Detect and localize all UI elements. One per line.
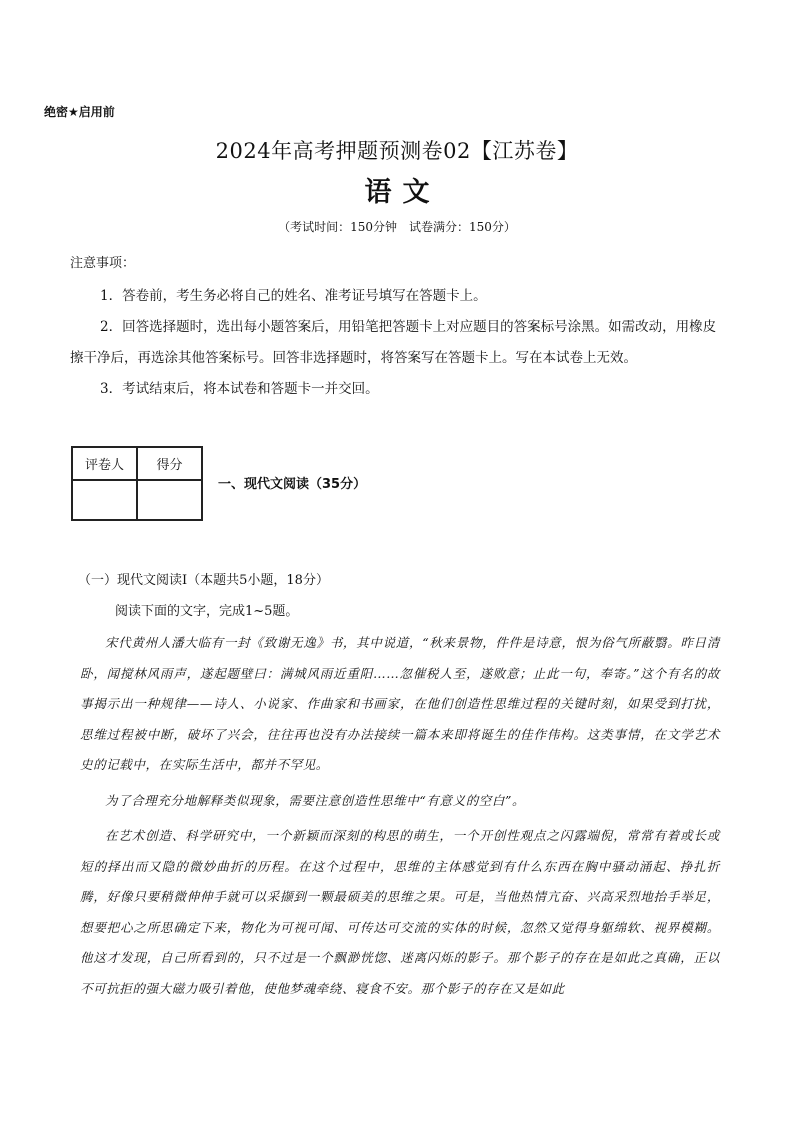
score-cell[interactable] [137, 480, 202, 520]
score-header: 得分 [137, 447, 202, 480]
grader-header: 评卷人 [72, 447, 137, 480]
subject-char-1: 语 [364, 177, 392, 208]
score-table [71, 446, 203, 521]
notice-item-2: 2．回答选择题时，选出每小题答案后，用铅笔把答题卡上对应题目的答案标号涂黑。如需改动，用橡皮擦干净后，再选涂其他答案标号。回答非选择题时，将答案写在答题卡上。写在本试卷上无效。 [70, 319, 717, 366]
reading-passage [80, 628, 720, 1009]
passage-paragraph-3: 在艺术创造、科学研究中，一个新颖而深刻的构思的萌生，一个开创性观点之闪露端倪，常常有着或长或短的择出而又隐的微妙曲折的历程。在这个过程中，思维的主体感觉到有什么东西在胸中骚动涌起、挣扎折腾，好像只要稍微伸伸手就可以采撷到一颗最硕美的思维之果。可是，当他热情亢奋、兴高采烈地抬手举足，想要把心之所思确定下来，物化为可视可闻、可传达可交流的实体的时候，忽然又觉得身躯绵软、视界模糊。他这才发现，自己所看到的，只不过是一个飘渺恍惚、迷离闪烁的影子。那个影子的存在是如此之真确，正以不可抗拒的强大磁力吸引着他，使他梦魂牵绕、寝食不安。那个影子的存在又是如此 [80, 828, 720, 996]
exam-title: 2024年高考押题预测卷02【江苏卷】 [215, 139, 579, 163]
section-title: 一、现代文阅读（35分） [218, 477, 367, 492]
passage-paragraph-1: 宋代黄州人潘大临有一封《致谢无逸》书，其中说道，“秋来景物，件件是诗意，恨为俗气所蔽翳。昨日清卧，闻搅林风雨声，遂起题壁曰：满城风雨近重阳……忽催税人至，遂败意；止此一句，奉寄。”这个有名的故事揭示出一种规律——诗人、小说家、作曲家和书画家，在他们创造性思维过程的关键时刻，如果受到打扰，思维过程被中断，破坏了兴会，往往再也没有办法接续一篇本来即将诞生的佳作伟构。这类事情，在文学艺术史的记载中，在实际生活中，都并不罕见。 [80, 635, 720, 772]
subject-heading [0, 170, 794, 209]
subsection-title: （一）现代文阅读I（本题共5小题，18分） [78, 573, 329, 588]
grader-cell[interactable] [72, 480, 137, 520]
notice-item-3: 3．考试结束后，将本试卷和答题卡一并交回。 [100, 381, 379, 397]
subject-char-2: 文 [402, 177, 430, 208]
notice-item-1: 1．答卷前，考生务必将自己的姓名、准考证号填写在答题卡上。 [100, 288, 487, 304]
reading-instruction: 阅读下面的文字，完成1~5题。 [115, 604, 299, 619]
exam-time-info: （考试时间：150分钟 试卷满分：150分） [278, 220, 516, 234]
passage-paragraph-2: 为了合理充分地解释类似现象，需要注意创造性思维中“有意义的空白”。 [105, 792, 526, 808]
confidential-label: 绝密★启用前 [44, 105, 115, 119]
notice-heading: 注意事项： [70, 256, 136, 271]
